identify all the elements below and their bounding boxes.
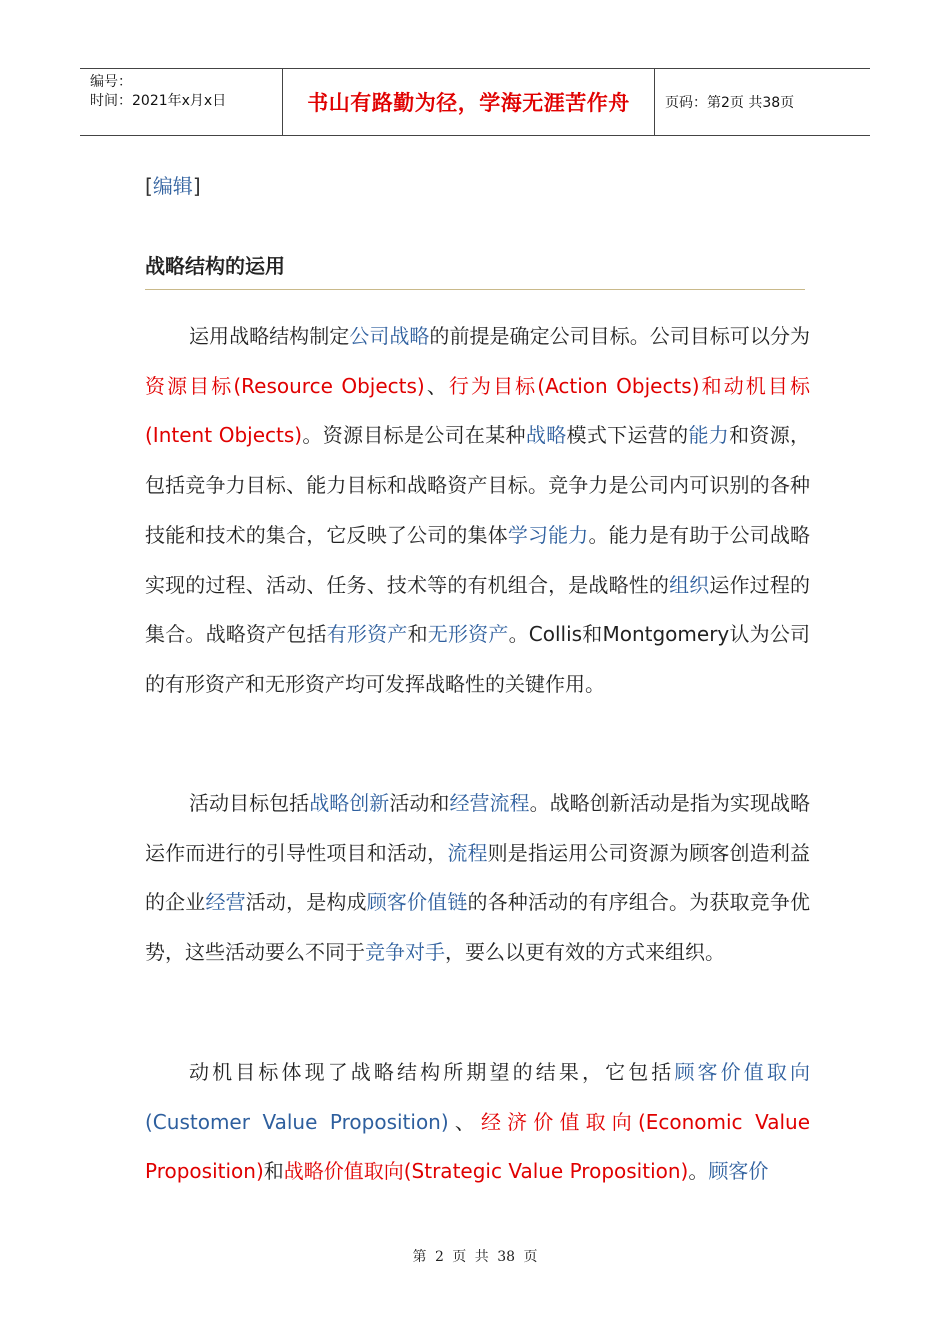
link-competitor[interactable]: 竞争对手 [365, 940, 445, 965]
header-time: 时间：2021年x月x日 [90, 93, 227, 109]
text: 和 [263, 1159, 284, 1184]
text: 。战略创新活动是指为实现战略运作而进行的引导性项目和活动， [145, 791, 811, 865]
page-header [80, 68, 870, 136]
page-footer: 第 2 页 共 38 页 [412, 1249, 538, 1265]
text: 运作过程的集合。战略资产包括 [145, 572, 810, 647]
text: 运用战略结构制定 [189, 324, 350, 348]
text: 模式下运营的 [566, 423, 689, 448]
link-strategy[interactable]: 战略 [525, 423, 567, 448]
link-strategic-innovation[interactable]: 战略创新 [309, 791, 390, 815]
link-customer-value[interactable]: 顾客价 [708, 1159, 769, 1184]
header-page-info: 页码：第2页 共38页 [665, 95, 795, 111]
link-strategic-value-proposition[interactable]: 战略价值取向(Strategic Value Proposition) [283, 1159, 689, 1184]
link-economic-value-proposition[interactable]: 经济价值取向(Economic Value Proposition) [145, 1109, 810, 1184]
link-intangible-assets[interactable]: 无形资产 [427, 622, 509, 647]
text: 、 [424, 373, 449, 398]
edit-link[interactable]: 编辑 [152, 174, 193, 198]
text: 活动和 [389, 791, 450, 815]
header-number: 编号： [90, 74, 132, 90]
text: 。Collis和Montgomery认为公司的有形资产和无形资产均可发挥战略性的关键作用。 [145, 622, 811, 696]
link-capability[interactable]: 能力 [688, 423, 730, 448]
text: 动机目标体现了战略结构所期望的结果，它包括 [189, 1060, 675, 1084]
text: 则是指运用公司资源为顾客创造利益的企业 [145, 840, 810, 915]
paragraph-resource-objects [145, 312, 810, 710]
paragraph-action-objects [145, 779, 810, 978]
header-meta [80, 69, 282, 135]
section-divider [145, 289, 805, 290]
link-resource-objects[interactable]: 资源目标(Resource Objects) [145, 373, 425, 398]
link-customer-value-proposition[interactable]: 顾客价值取向(Customer Value Proposition) [145, 1060, 811, 1134]
edit-bracket-open: [ [145, 174, 153, 198]
text: 的各种活动的有序组合。为获取竞争优势，这些活动要么不同于 [145, 890, 810, 965]
text: 。 [688, 1159, 709, 1184]
link-business-process[interactable]: 经营流程 [449, 791, 530, 815]
paragraph-intent-objects [145, 1048, 810, 1197]
link-company-strategy[interactable]: 公司战略 [349, 324, 430, 348]
header-motto: 书山有路勤为径，学海无涯苦作舟 [282, 69, 655, 135]
link-tangible-assets[interactable]: 有形资产 [326, 622, 408, 647]
text: 的前提是确定公司目标。公司目标可以分为 [429, 324, 811, 348]
link-learning-ability[interactable]: 学习能力 [507, 522, 589, 547]
text: 和资源，包括竞争力目标、能力目标和战略资产目标。竞争力是公司内可识别的各种技能和技术的集合，它反映了公司的集体 [145, 423, 811, 547]
section-title: 战略结构的运用 [145, 254, 285, 278]
text: 和 [407, 622, 428, 647]
text: 。资源目标是公司在某种 [302, 423, 526, 448]
link-organization[interactable]: 组织 [669, 572, 710, 597]
text: 活动，是构成 [245, 890, 367, 915]
link-action-intent-objects[interactable]: 行为目标(Action Objects)和动机目标(Intent Objects) [145, 373, 810, 448]
edit-link-group [145, 170, 201, 199]
text: 、 [448, 1109, 481, 1134]
text: 。能力是有助于公司战略实现的过程、活动、任务、技术等的有机组合，是战略性的 [145, 522, 810, 597]
link-process[interactable]: 流程 [447, 840, 488, 865]
link-operation[interactable]: 经营 [205, 890, 246, 915]
text: ，要么以更有效的方式来组织。 [445, 940, 725, 965]
text: 活动目标包括 [189, 791, 310, 815]
link-customer-value-chain[interactable]: 顾客价值链 [366, 890, 468, 915]
edit-bracket-close: ] [192, 174, 201, 198]
